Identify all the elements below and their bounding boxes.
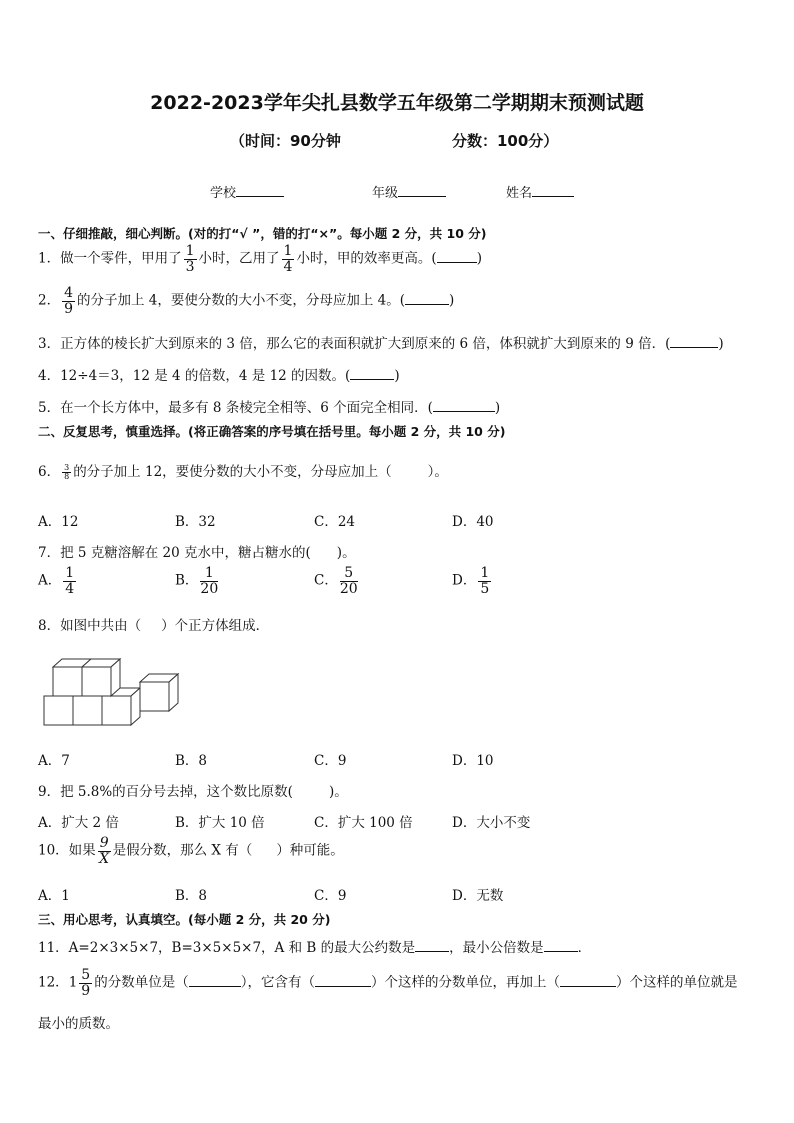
question-2: [38, 286, 454, 316]
q8-option-c[interactable]: C．9: [314, 753, 347, 769]
q3-text-a: 3．正方体的棱长扩大到原来的 3 倍，那么它的表面积就扩大到原来的 6 倍，体积就扩大到原来的 9 倍．(: [38, 336, 671, 352]
q3-text-b: ): [718, 336, 724, 352]
q8-option-d[interactable]: D．10: [452, 753, 494, 769]
q10-fraction: $\frac{9}{X}$: [99, 835, 110, 867]
cube-right-raised: [140, 682, 169, 711]
q6-fraction: $\frac{3}{8}$: [64, 462, 70, 481]
question-9: [38, 780, 348, 800]
q1-text-b: 小时，乙用了: [198, 250, 280, 267]
q12-unit-blank[interactable]: [189, 985, 241, 987]
question-11: [38, 936, 591, 956]
q5-text-a: 5．在一个长方体中，最多有 8 条棱完全相等、6 个面完全相同．(: [38, 400, 433, 416]
q1-text-c: 小时，甲的效率更高。(: [296, 250, 437, 267]
q5-text-b: ): [494, 400, 501, 416]
q10-text-a: 10．如果: [38, 842, 96, 859]
q12-text-c: ），它含有（: [240, 974, 315, 991]
exam-score: 分数：100分）: [452, 132, 559, 150]
q12-text-a: 12．: [38, 974, 69, 991]
cube-bottom-3: [102, 696, 131, 725]
q9-text-b: )。: [328, 784, 348, 800]
q9-option-d[interactable]: D．大小不变: [452, 815, 531, 831]
q1-text-d: ): [476, 250, 482, 267]
q10-option-d[interactable]: D．无数: [452, 888, 504, 904]
question-12: [38, 968, 737, 998]
name-label: 姓名: [506, 186, 533, 201]
school-label: 学校: [210, 186, 237, 201]
q11-gcd-blank[interactable]: [415, 950, 449, 952]
q8-option-a[interactable]: A．7: [38, 753, 70, 769]
q10-option-a[interactable]: A．1: [38, 888, 70, 904]
question-10: [38, 836, 344, 866]
q1-answer-blank[interactable]: [437, 261, 477, 263]
q11-text-b: ，最小公倍数是: [449, 940, 544, 956]
section-1-heading: 一、仔细推敲，细心判断。(对的打“√ ”，错的打“×”。每小题 2 分，共 10 分): [38, 226, 487, 241]
exam-time: （时间：90分钟: [230, 132, 341, 150]
cube-top-2: [82, 667, 111, 696]
q11-text-c: ．: [577, 940, 592, 956]
q8-text-b: ）个正方体组成．: [161, 618, 270, 634]
q9-option-a[interactable]: A．扩大 2 倍: [38, 815, 119, 831]
q7-option-d[interactable]: D． $\frac{1}{5}$: [452, 565, 490, 597]
question-8: [38, 614, 269, 634]
name-blank[interactable]: [532, 195, 574, 197]
q1-fraction-1: $\frac{1}{3}$: [185, 243, 195, 275]
q12-text-d: ）个这样的分数单位，再加上（: [370, 974, 560, 991]
cube-top-1: [53, 667, 82, 696]
section-3-heading: 三、用心思考，认真填空。(每小题 2 分，共 20 分): [38, 912, 331, 927]
q6-option-b[interactable]: B．32: [175, 514, 216, 530]
school-field: [210, 182, 284, 201]
q2-text-a: 2．: [38, 292, 61, 309]
q12-text-e: ）个这样的单位就是: [615, 974, 738, 991]
section-2-heading: 二、反复思考，慎重选择。(将正确答案的序号填在括号里。每小题 2 分，共 10 分): [38, 424, 506, 439]
q12-add-blank[interactable]: [560, 985, 616, 987]
q5-answer-blank[interactable]: [433, 410, 495, 412]
cube-stack-figure: [40, 652, 185, 732]
question-7: [38, 541, 356, 561]
q6-option-a[interactable]: A．12: [38, 514, 79, 530]
q6-text-c: ）。: [427, 464, 448, 480]
q7-text-b: )。: [336, 545, 356, 561]
q9-option-b[interactable]: B．扩大 10 倍: [175, 815, 265, 831]
q2-text-c: ): [449, 292, 455, 309]
q12-count-blank[interactable]: [315, 985, 371, 987]
q8-option-b[interactable]: B．8: [175, 753, 208, 769]
q7-option-c[interactable]: C． $\frac{5}{20}$: [314, 565, 358, 597]
question-4: [38, 364, 400, 384]
q9-text-a: 9．把 5.8%的百分号去掉，这个数比原数(: [38, 784, 293, 800]
q11-lcm-blank[interactable]: [544, 950, 578, 952]
q2-answer-blank[interactable]: [405, 303, 449, 305]
q6-option-d[interactable]: D．40: [452, 514, 494, 530]
q9-option-c[interactable]: C．扩大 100 倍: [314, 815, 413, 831]
q10-text-b: 是假分数，那么 X 有（: [112, 842, 253, 859]
q4-answer-blank[interactable]: [350, 378, 394, 380]
q4-text-b: ): [394, 368, 400, 384]
grade-field: [372, 182, 446, 201]
question-1: [38, 244, 482, 274]
q10-text-c: ）种可能。: [276, 842, 344, 859]
q1-text-a: 1．做一个零件，甲用了: [38, 250, 182, 267]
grade-blank[interactable]: [398, 195, 446, 197]
question-3: [38, 332, 724, 352]
question-12-continued: 最小的质数。: [38, 1016, 119, 1032]
q6-text-b: 的分子加上 12，要使分数的大小不变，分母应加上（: [73, 464, 392, 480]
q7-text-a: 7．把 5 克糖溶解在 20 克水中，糖占糖水的(: [38, 545, 311, 561]
q12-text-b: 的分数单位是（: [94, 974, 189, 991]
q2-fraction: $\frac{4}{9}$: [64, 285, 74, 317]
q12-fraction: $\frac{5}{9}$: [81, 967, 91, 999]
q2-text-b: 的分子加上 4，要使分数的大小不变，分母应加上 4。(: [77, 292, 406, 309]
q7-option-a[interactable]: A． $\frac{1}{4}$: [38, 565, 75, 597]
cube-bottom-2: [73, 696, 102, 725]
q12-whole-number: 1: [68, 974, 78, 991]
school-blank[interactable]: [236, 195, 284, 197]
q10-option-c[interactable]: C．9: [314, 888, 347, 904]
q4-text-a: 4．12÷4＝3，12 是 4 的倍数，4 是 12 的因数。(: [38, 368, 351, 384]
question-5: [38, 396, 500, 416]
name-field: [506, 182, 574, 201]
q8-text-a: 8．如图中共由（: [38, 618, 142, 634]
q3-answer-blank[interactable]: [670, 346, 718, 348]
question-6: [38, 460, 448, 481]
q1-fraction-2: $\frac{1}{4}$: [283, 243, 293, 275]
q11-text-a: 11．A=2×3×5×7，B=3×5×5×7，A 和 B 的最大公约数是: [38, 940, 416, 956]
grade-label: 年级: [372, 186, 399, 201]
q10-option-b[interactable]: B．8: [175, 888, 208, 904]
q7-option-b[interactable]: B． $\frac{1}{20}$: [175, 565, 219, 597]
q6-text-a: 6．: [38, 464, 61, 480]
cube-bottom-1: [44, 696, 73, 725]
page-title: 2022-2023学年尖扎县数学五年级第二学期期末预测试题: [150, 92, 644, 114]
q6-option-c[interactable]: C．24: [314, 514, 356, 530]
